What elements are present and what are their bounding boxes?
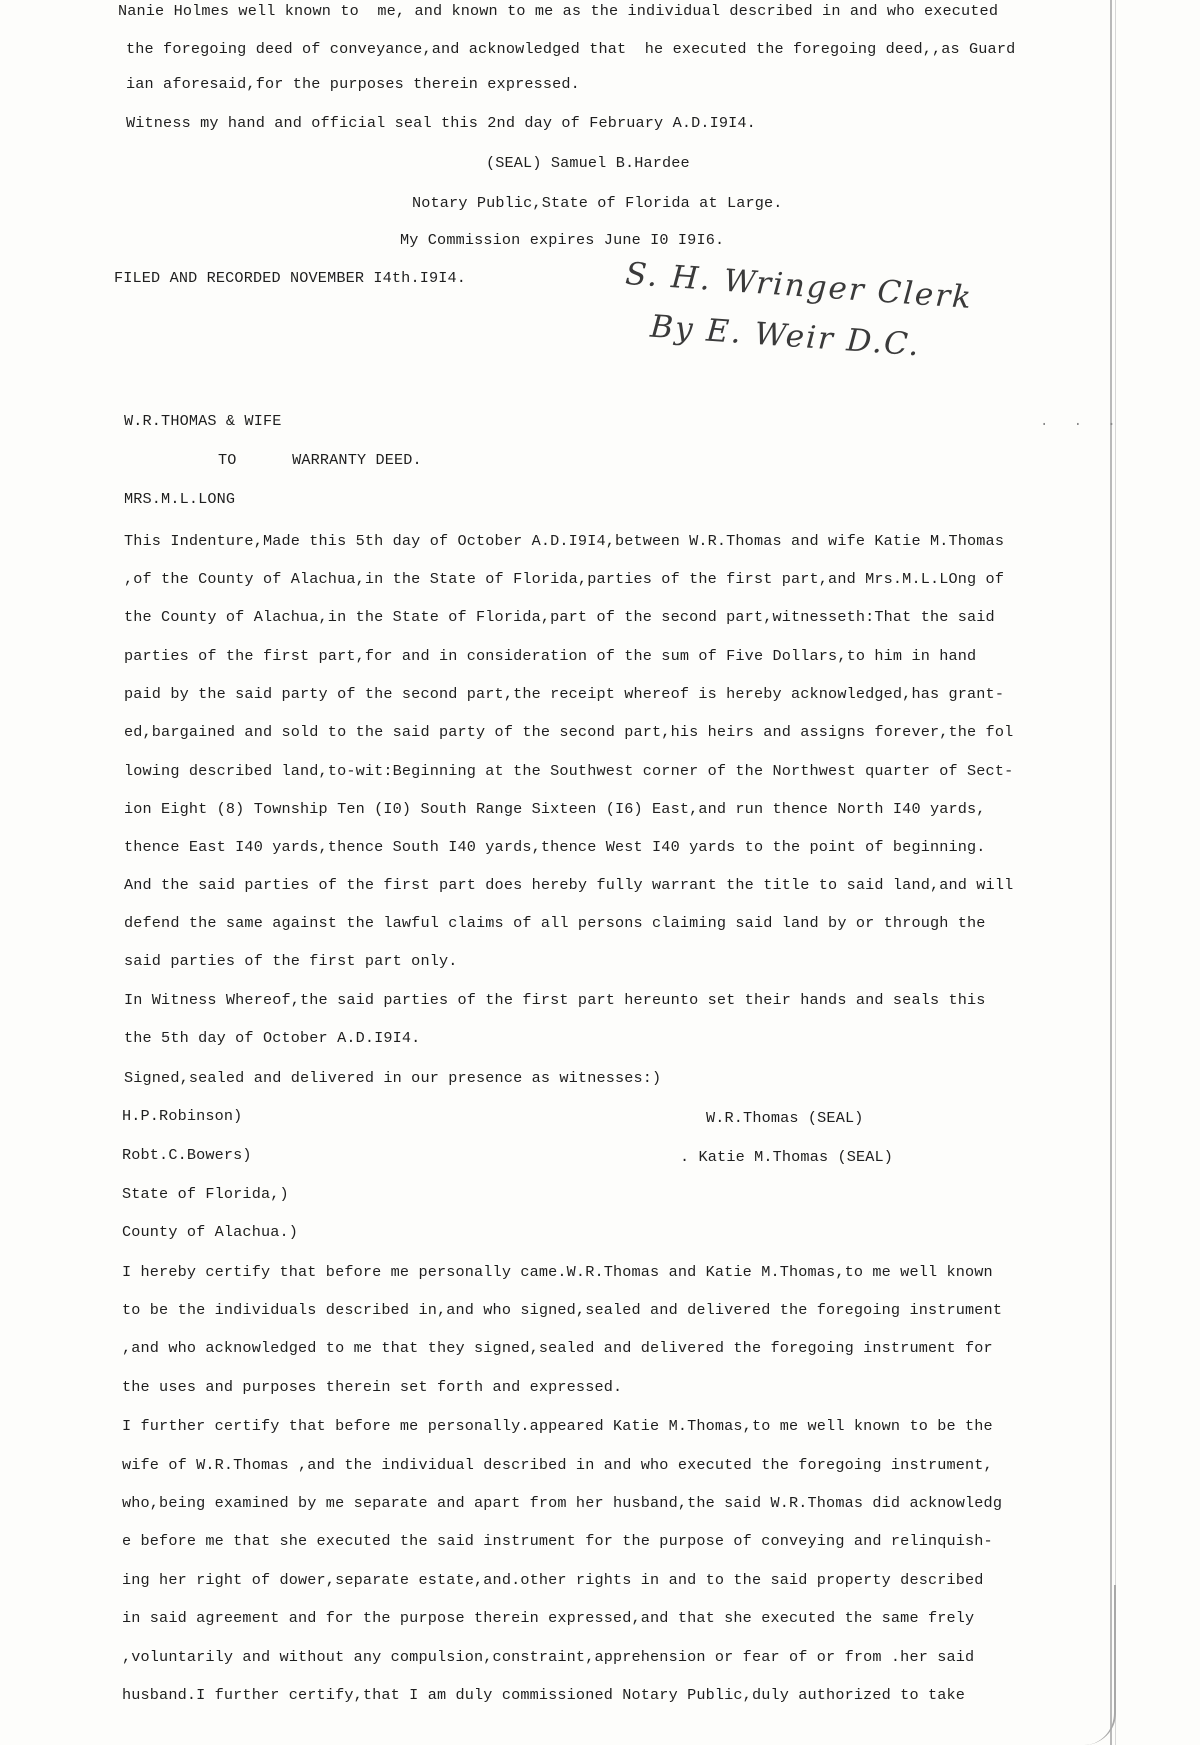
signer-name: . Katie M.Thomas (SEAL) <box>680 1148 894 1166</box>
venue-state: State of Florida,) <box>122 1185 289 1203</box>
page-edge-shadow <box>1115 0 1116 1745</box>
certification-line: ,voluntarily and without any compulsion,constraint,apprehension or fear of or from .her said <box>122 1648 975 1666</box>
stray-marks: . . . <box>1040 414 1116 430</box>
witness-name: H.P.Robinson) <box>122 1107 243 1125</box>
clerk-signature: S. H. Wringer Clerk <box>624 255 975 317</box>
certification-line: ,and who acknowledged to me that they signed,sealed and delivered the foregoing instrument for <box>122 1339 993 1357</box>
deed-body-line: In Witness Whereof,the said parties of the first part hereunto set their hands and seals this <box>124 991 986 1009</box>
grantee-heading: MRS.M.L.LONG <box>124 490 236 508</box>
certification-line: the uses and purposes therein set forth and expressed. <box>122 1378 623 1396</box>
certification-line: in said agreement and for the purpose therein expressed,and that she executed the same frely <box>122 1609 975 1627</box>
deed-body-line: parties of the first part,for and in consideration of the sum of Five Dollars,to him in hand <box>124 647 977 665</box>
deed-body-line: Signed,sealed and delivered in our presence as witnesses:) <box>124 1069 662 1087</box>
deed-body-line: ,of the County of Alachua,in the State of Florida,parties of the first part,and Mrs.M.L.LOng of <box>124 570 1005 588</box>
text-line: the foregoing deed of conveyance,and acknowledged that he executed the foregoing deed,,as Guard <box>126 40 1016 58</box>
certification-line: wife of W.R.Thomas ,and the individual described in and who executed the foregoing instrument, <box>122 1456 993 1474</box>
certification-line: who,being examined by me separate and apart from her husband,the said W.R.Thomas did acknowledg <box>122 1494 1003 1512</box>
certification-line: ing her right of dower,separate estate,and.other rights in and to the said property described <box>122 1571 984 1589</box>
signer-name: W.R.Thomas (SEAL) <box>706 1109 864 1127</box>
deed-body-line: the County of Alachua,in the State of Florida,part of the second part,witnesseth:That the said <box>124 608 995 626</box>
page-edge-line <box>1110 0 1112 1745</box>
deputy-clerk-signature: By E. Weir D.C. <box>649 308 922 364</box>
deed-body-line: ed,bargained and sold to the said party of the second part,his heirs and assigns forever,the fol <box>124 723 1014 741</box>
deed-body-line: paid by the said party of the second part,the receipt whereof is hereby acknowledged,has grant- <box>124 685 1005 703</box>
deed-body-line: defend the same against the lawful claims of all persons claiming said land by or through the <box>124 914 986 932</box>
certification-line: husband.I further certify,that I am duly commissioned Notary Public,duly authorized to take <box>122 1686 966 1704</box>
commission-expiry: My Commission expires June I0 I9I6. <box>400 231 725 249</box>
text-line: Witness my hand and official seal this 2nd day of February A.D.I9I4. <box>126 114 756 132</box>
deed-body-line: thence East I40 yards,thence South I40 yards,thence West I40 yards to the point of beginning. <box>124 838 986 856</box>
deed-type-heading: TO WARRANTY DEED. <box>218 451 422 469</box>
deed-body-line: ion Eight (8) Township Ten (I0) South Range Sixteen (I6) East,and run thence North I40 yards, <box>124 800 986 818</box>
certification-line: I further certify that before me personally.appeared Katie M.Thomas,to me well known to be the <box>122 1417 993 1435</box>
text-line: Nanie Holmes well known to me, and known to me as the individual described in and who executed <box>118 2 999 20</box>
certification-line: I hereby certify that before me personally came.W.R.Thomas and Katie M.Thomas,to me well known <box>122 1263 993 1281</box>
witness-name: Robt.C.Bowers) <box>122 1146 252 1164</box>
page-corner-curl <box>1084 1585 1116 1745</box>
text-line: ian aforesaid,for the purposes therein expressed. <box>126 75 580 93</box>
deed-body-line: This Indenture,Made this 5th day of October A.D.I9I4,between W.R.Thomas and wife Katie M.Thomas <box>124 532 1005 550</box>
deed-body-line: the 5th day of October A.D.I9I4. <box>124 1029 421 1047</box>
deed-body-line: And the said parties of the first part does hereby fully warrant the title to said land,and will <box>124 876 1014 894</box>
certification-line: to be the individuals described in,and who signed,sealed and delivered the foregoing instrument <box>122 1301 1003 1319</box>
notary-seal-name: (SEAL) Samuel B.Hardee <box>486 154 690 172</box>
deed-body-line: said parties of the first part only. <box>124 952 458 970</box>
notary-title: Notary Public,State of Florida at Large. <box>412 194 783 212</box>
certification-line: e before me that she executed the said instrument for the purpose of conveying and relinquish- <box>122 1532 993 1550</box>
grantor-heading: W.R.THOMAS & WIFE <box>124 412 282 430</box>
deed-body-line: lowing described land,to-wit:Beginning at the Southwest corner of the Northwest quarter of Sect- <box>124 762 1014 780</box>
venue-county: County of Alachua.) <box>122 1223 299 1241</box>
filed-recorded-line: FILED AND RECORDED NOVEMBER I4th.I9I4. <box>114 269 467 287</box>
